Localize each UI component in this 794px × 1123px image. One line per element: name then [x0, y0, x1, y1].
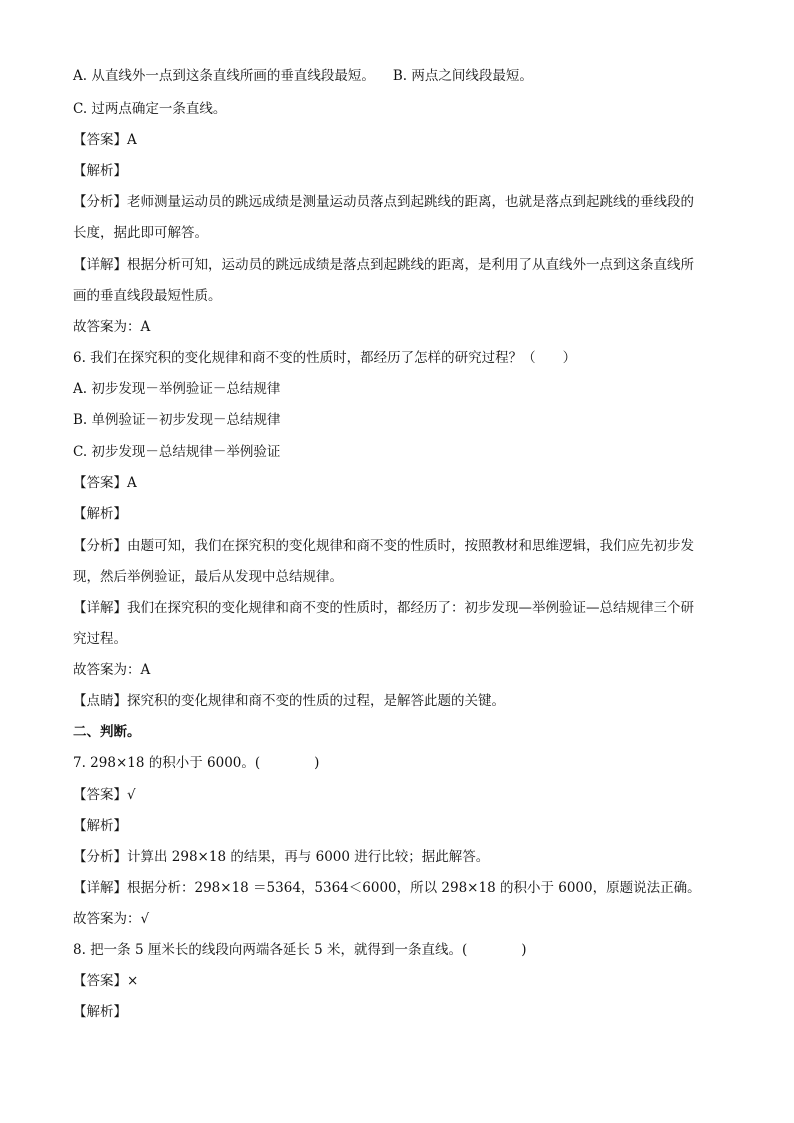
q6-final-answer: 故答案为：A	[73, 662, 151, 678]
q5-jiexi-tag: 【解析】	[73, 163, 127, 179]
q7-analysis-line	[73, 848, 489, 866]
q7-final-answer: 故答案为：√	[73, 911, 150, 927]
q5-final-answer: 故答案为：A	[73, 319, 151, 335]
q7-jiexi-tag: 【解析】	[73, 818, 127, 834]
q6-option-c: C. 初步发现－总结规律－举例验证	[73, 444, 281, 460]
q8-answer: ×	[127, 973, 139, 989]
analysis-tag: 【分析】	[73, 194, 127, 210]
q5-answer-line	[73, 131, 137, 149]
q7-answer: √	[127, 787, 136, 803]
answer-tag: 【答案】	[73, 973, 127, 989]
q5-analysis-line-2: 长度，据此即可解答。	[73, 225, 208, 241]
q5-option-b: B. 两点之间线段最短。	[392, 68, 533, 84]
q5-answer: A	[127, 132, 137, 148]
q6-analysis-line-2: 现，然后举例验证，最后从发现中总结规律。	[73, 569, 343, 585]
q5-detail-line-1	[73, 256, 694, 274]
q7-detail-line	[73, 879, 701, 897]
answer-tag: 【答案】	[73, 475, 127, 491]
analysis-tag: 【分析】	[73, 849, 127, 865]
q5-options-row	[73, 67, 533, 85]
q6-detail-text-1: 我们在探究积的变化规律和商不变的性质时，都经历了：初步发现—举例验证—总结规律三个研	[127, 600, 694, 616]
q6-jiexi-tag: 【解析】	[73, 506, 127, 522]
answer-tag: 【答案】	[73, 132, 127, 148]
q8-jiexi-tag: 【解析】	[73, 1004, 127, 1020]
detail-tag: 【详解】	[73, 257, 127, 273]
q6-answer-line	[73, 474, 137, 492]
q8-answer-line	[73, 972, 138, 990]
q7-analysis-text: 计算出 298×18 的结果，再与 6000 进行比较；据此解答。	[127, 849, 490, 865]
q7-detail-text: 根据分析：298×18 ＝5364，5364＜6000，所以 298×18 的积小于 6000，原题说法正确。	[127, 880, 701, 896]
q8-question: 8. 把一条 5 厘米长的线段向两端各延长 5 米，就得到一条直线。( )	[73, 942, 527, 958]
q5-detail-line-2: 画的垂直线段最短性质。	[73, 288, 222, 304]
q5-option-a: A. 从直线外一点到这条直线所画的垂直线段最短。	[73, 68, 375, 84]
q7-answer-line	[73, 786, 136, 804]
q6-answer: A	[127, 475, 137, 491]
analysis-tag: 【分析】	[73, 538, 127, 554]
q6-dianjing-line	[73, 692, 505, 710]
q6-option-a: A. 初步发现－举例验证－总结规律	[73, 381, 281, 397]
q6-detail-line-2: 究过程。	[73, 631, 127, 647]
q6-dianjing-text: 探究积的变化规律和商不变的性质的过程，是解答此题的关键。	[127, 693, 505, 709]
q5-analysis-line-1	[73, 193, 694, 211]
q6-detail-line-1	[73, 599, 694, 617]
q6-analysis-line-1	[73, 537, 694, 555]
detail-tag: 【详解】	[73, 600, 127, 616]
q5-analysis-text-1: 老师测量运动员的跳远成绩是测量运动员落点到起跳线的距离，也就是落点到起跳线的垂线段的	[127, 194, 694, 210]
answer-tag: 【答案】	[73, 787, 127, 803]
q5-option-c: C. 过两点确定一条直线。	[73, 101, 227, 117]
q6-question: 6. 我们在探究积的变化规律和商不变的性质时，都经历了怎样的研究过程？（ ）	[73, 350, 577, 366]
q6-option-b: B. 单例验证－初步发现－总结规律	[73, 412, 281, 428]
section-title: 二、判断。	[73, 724, 141, 740]
dianjing-tag: 【点睛】	[73, 693, 127, 709]
detail-tag: 【详解】	[73, 880, 127, 896]
q6-analysis-text-1: 由题可知，我们在探究积的变化规律和商不变的性质时，按照教材和思维逻辑，我们应先初步发	[127, 538, 694, 554]
q7-question: 7. 298×18 的积小于 6000。( )	[73, 755, 320, 771]
q5-detail-text-1: 根据分析可知，运动员的跳远成绩是落点到起跳线的距离，是利用了从直线外一点到这条直线所	[127, 257, 694, 273]
